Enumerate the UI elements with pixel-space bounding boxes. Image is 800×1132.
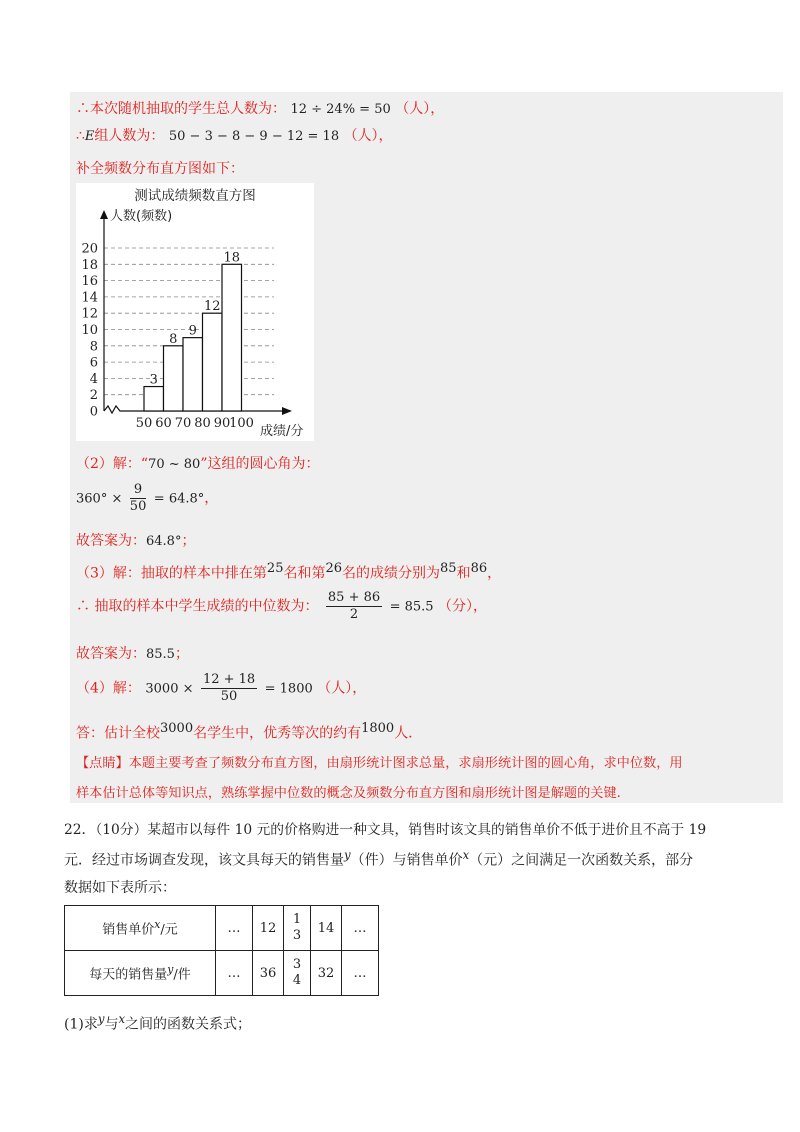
x-axis-arrow bbox=[282, 407, 292, 415]
median-prefix: ∴ bbox=[76, 598, 90, 615]
q22-line2-b: （件）与销售单价 bbox=[350, 852, 463, 869]
answer3-label: 故答案为： bbox=[76, 646, 146, 662]
part2-calc-end: ， bbox=[204, 490, 219, 507]
bar-data-label: 9 bbox=[188, 323, 197, 339]
conclusion-b: 名学生中，优秀等次的约有 bbox=[193, 725, 362, 742]
table-header-sales bbox=[65, 951, 216, 996]
question22-line2 bbox=[64, 848, 693, 870]
table-cell: … bbox=[342, 906, 379, 951]
x-tick-label: 80 bbox=[194, 416, 211, 431]
group-e-unit: （人）， bbox=[343, 128, 393, 144]
part2-calc-prefix: 360° × bbox=[76, 491, 123, 507]
sales-head-text: 每天的销售量 bbox=[89, 967, 168, 983]
part3-text-e: ， bbox=[487, 565, 502, 582]
histogram-bar bbox=[144, 387, 164, 411]
answer2-value: 64.8° bbox=[146, 534, 182, 549]
table-cell: 12 bbox=[253, 906, 284, 951]
median-result: = 85.5 bbox=[389, 599, 434, 615]
bar-data-label: 3 bbox=[149, 372, 158, 388]
part2-calc-line bbox=[76, 482, 218, 515]
x-tick-label: 50 bbox=[135, 416, 153, 431]
q22-var-y: y bbox=[344, 848, 351, 862]
sub1-a: (1)求 bbox=[64, 1016, 98, 1033]
part2-range: 70 ~ 80 bbox=[148, 457, 201, 472]
table-cell-split bbox=[284, 906, 311, 951]
question22-line1: 22．（10分）某超市以每件 10 元的价格购进一种文具，销售时该文具的销售单价不低于进价且不高于 19 bbox=[64, 822, 707, 838]
median-unit: （分）， bbox=[438, 598, 488, 615]
part4-fraction-den: 50 bbox=[220, 689, 238, 704]
y-tick-label: 18 bbox=[81, 257, 98, 273]
table-cell-split bbox=[284, 951, 311, 996]
total-students-formula: 12 ÷ 24% = 50 bbox=[290, 102, 391, 117]
histogram-bar bbox=[222, 264, 242, 411]
answer3-end: ； bbox=[174, 646, 189, 662]
question22-sub1 bbox=[64, 1012, 251, 1034]
part2-fraction-num: 9 bbox=[130, 482, 147, 499]
conclusion-c: 人. bbox=[394, 725, 413, 742]
part4-fraction bbox=[201, 672, 257, 705]
x-tick-label: 60 bbox=[155, 416, 172, 431]
histogram-bar bbox=[183, 338, 203, 411]
sub1-c: 之间的函数关系式； bbox=[125, 1016, 252, 1033]
complete-histogram-line: 补全频数分布直方图如下： bbox=[76, 161, 244, 177]
group-e-text: 组人数为： bbox=[94, 128, 165, 144]
bar-data-label: 8 bbox=[169, 331, 178, 347]
chart-title: 测试成绩频数直方图 bbox=[134, 188, 256, 204]
part2-line bbox=[76, 453, 320, 473]
price-head-var: x bbox=[154, 918, 161, 932]
median-fraction-num: 85 + 86 bbox=[327, 590, 381, 605]
part2-text: ”这组的圆心角为： bbox=[200, 456, 320, 472]
part3-text-c: 名的成绩分别为 bbox=[342, 565, 441, 582]
x-tick-label: 100 bbox=[229, 416, 254, 431]
x-axis-label: 成绩/分 bbox=[260, 424, 304, 439]
histogram-bar bbox=[203, 313, 223, 411]
answer3-line bbox=[76, 643, 189, 663]
conclusion-line bbox=[76, 721, 413, 743]
part4-unit: （人）， bbox=[317, 680, 367, 697]
total-students-line bbox=[76, 98, 444, 118]
answer3-value: 85.5 bbox=[146, 647, 175, 662]
group-e-var: E bbox=[84, 129, 95, 144]
sub1-var-y: y bbox=[97, 1012, 105, 1026]
table-header-price bbox=[65, 906, 216, 951]
median-text: 抽取的样本中学生成绩的中位数为： bbox=[94, 598, 319, 615]
group-e-line bbox=[76, 125, 393, 145]
table-cell: 36 bbox=[253, 951, 284, 996]
answer2-label: 故答案为： bbox=[76, 533, 146, 549]
conclusion-estimate: 1800 bbox=[361, 721, 395, 736]
part4-fraction-num: 12 + 18 bbox=[202, 672, 256, 687]
conclusion-a: 答：估计全校 bbox=[76, 725, 160, 742]
part3-rank-2: 26 bbox=[325, 561, 343, 576]
table-cell: … bbox=[216, 951, 253, 996]
y-axis-label: 人数(频数) bbox=[110, 209, 173, 224]
part2-fraction-den: 50 bbox=[129, 499, 147, 514]
y-tick-label: 12 bbox=[81, 306, 98, 322]
comment-line-1: 【点睛】本题主要考查了频数分布直方图，由扇形统计图求总量，求扇形统计图的圆心角，求中位数，用 bbox=[76, 756, 683, 771]
bar-data-label: 18 bbox=[223, 250, 241, 266]
median-fraction-den: 2 bbox=[349, 607, 359, 622]
table-cell: … bbox=[216, 906, 253, 951]
table-cell-stacked: 3 4 bbox=[292, 957, 302, 988]
part3-text-a: （3）解：抽取的样本中排在第 bbox=[76, 565, 267, 582]
part2-label: （2）解：“ bbox=[76, 456, 149, 472]
total-students-unit: （人）， bbox=[395, 101, 445, 117]
conclusion-total: 3000 bbox=[160, 721, 194, 736]
part2-calc-result: = 64.8° bbox=[153, 491, 205, 507]
q22-line2-c: （元）之间满足一次函数关系，部分 bbox=[469, 852, 694, 869]
y-tick-label: 6 bbox=[89, 355, 98, 371]
table-cell: … bbox=[342, 951, 379, 996]
y-tick-label: 20 bbox=[81, 241, 98, 257]
part3-text-b: 名和第 bbox=[283, 565, 326, 582]
y-tick-label: 14 bbox=[81, 290, 98, 306]
bar-data-label: 12 bbox=[203, 299, 221, 315]
part4-prefix: 3000 × bbox=[145, 681, 194, 697]
part3-score-1: 85 bbox=[440, 561, 457, 576]
y-axis-arrow bbox=[100, 210, 108, 219]
answer2-end: ； bbox=[181, 533, 196, 549]
part2-fraction bbox=[130, 482, 147, 515]
part3-score-2: 86 bbox=[470, 561, 488, 576]
sales-head-unit: /件 bbox=[173, 967, 191, 983]
table-row bbox=[65, 951, 379, 996]
sub1-b: 与 bbox=[104, 1016, 119, 1033]
group-e-formula: 50 − 3 − 8 − 9 − 12 = 18 bbox=[168, 129, 340, 144]
therefore-symbol: ∴ bbox=[76, 128, 85, 144]
x-tick-label: 70 bbox=[174, 416, 192, 431]
table-cell: 14 bbox=[311, 906, 342, 951]
part4-result: = 1800 bbox=[264, 681, 313, 697]
q22-line2-a: 元．经过市场调查发现，该文具每天的销售量 bbox=[64, 852, 344, 869]
x-tick-label: 90 bbox=[213, 416, 231, 431]
histogram-bar bbox=[164, 346, 184, 411]
table-cell-stacked: 1 3 bbox=[292, 912, 302, 943]
data-table bbox=[64, 905, 379, 996]
answer2-line bbox=[76, 530, 195, 550]
median-line bbox=[76, 590, 487, 623]
y-tick-label: 8 bbox=[89, 339, 98, 355]
q22-var-x: x bbox=[462, 848, 470, 862]
part4-label: （4）解： bbox=[76, 680, 141, 697]
y-tick-label: 0 bbox=[89, 404, 98, 420]
question22-line3: 数据如下表所示： bbox=[64, 880, 176, 896]
part3-line bbox=[76, 561, 501, 583]
histogram-svg bbox=[76, 183, 314, 441]
y-tick-label: 16 bbox=[81, 274, 98, 290]
total-students-text: ∴本次随机抽取的学生总人数为： bbox=[76, 101, 286, 117]
median-fraction bbox=[326, 590, 382, 623]
part3-rank-1: 25 bbox=[266, 561, 284, 576]
y-tick-label: 10 bbox=[81, 323, 98, 338]
price-head-unit: /元 bbox=[160, 922, 178, 938]
table-row bbox=[65, 906, 379, 951]
table-cell: 32 bbox=[311, 951, 342, 996]
comment-line-2: 样本估计总体等知识点，熟练掌握中位数的概念及频数分布直方图和扇形统计图是解题的关键. bbox=[76, 786, 621, 801]
part4-line bbox=[76, 672, 366, 705]
part3-text-d: 和 bbox=[456, 565, 471, 582]
sales-head-var: y bbox=[167, 963, 174, 977]
y-tick-label: 2 bbox=[89, 388, 98, 404]
y-tick-label: 4 bbox=[89, 371, 98, 387]
histogram-figure bbox=[76, 183, 314, 441]
price-head-text: 销售单价 bbox=[102, 922, 155, 938]
sub1-var-x: x bbox=[118, 1012, 126, 1026]
